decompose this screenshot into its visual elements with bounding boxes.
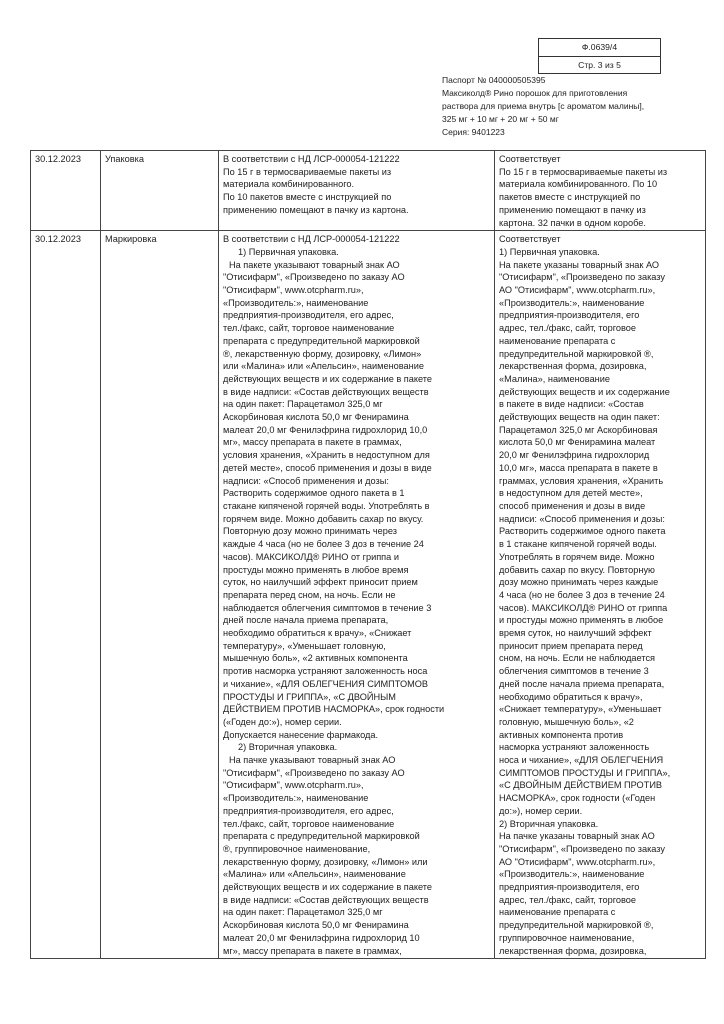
result-line: "Отисифарм", «Произведено по заказу: [499, 843, 665, 854]
requirement-line: Допускается нанесение фармакода.: [223, 729, 379, 740]
requirement-line: условия хранения, «Хранить в недоступном для: [223, 450, 430, 461]
result-line: и простуды можно применять в любое: [499, 615, 664, 626]
result-line: активных компонента против: [499, 729, 624, 740]
requirement-line: "Отисифарм", www.otcpharm.ru»,: [223, 285, 364, 296]
result-line: материала комбинированного. По 10: [499, 179, 658, 190]
requirement-line: тел./факс, сайт, торговое наименование: [223, 818, 395, 829]
result-line: часов). МАКСИКОЛД® РИНО от гриппа: [499, 602, 668, 613]
result-line: 1) Первичная упаковка.: [499, 246, 600, 257]
requirement-line: Повторную дозу можно принимать через: [223, 526, 397, 537]
requirement-line: ДЕЙСТВИЕМ ПРОТИВ НАСМОРКА», срок годности: [223, 704, 445, 715]
requirement-line: препарата с предупредительной маркировкой: [223, 335, 420, 346]
requirement-line: В соответствии с НД ЛСР-000054-121222: [223, 234, 400, 245]
result-line: 10,0 мг», масса препарата в пакете в: [499, 462, 658, 473]
requirement-line: против насморка устраняют заложенность носа: [223, 666, 428, 677]
result-line: Употреблять в горячем виде. Можно: [499, 551, 655, 562]
requirement-line: тел./факс, сайт, торговое наименование: [223, 323, 395, 334]
requirement-line: надписи: «Способ применения и дозы:: [223, 475, 389, 486]
requirement-line: По 15 г в термосвариваемые пакеты из: [223, 166, 392, 177]
requirement-cell: [219, 151, 495, 231]
result-line: дозу можно принимать через каждые: [499, 577, 659, 588]
result-line: носа и чихание», «ДЛЯ ОБЛЕГЧЕНИЯ: [499, 755, 664, 766]
result-line: Соответствует: [499, 234, 561, 245]
requirement-line: применению помещают в пачку из картона.: [223, 204, 409, 215]
result-line: адрес, тел./факс, сайт, торговое: [499, 894, 636, 905]
date-cell: 30.12.2023: [31, 231, 101, 959]
result-line: предупредительной маркировкой ®,: [499, 348, 654, 359]
requirement-line: часов). МАКСИКОЛД® РИНО от гриппа и: [223, 551, 399, 562]
page-number: Стр. 3 из 5: [539, 56, 660, 74]
requirement-line: необходимо обратиться к врачу», «Снижает: [223, 628, 412, 639]
requirement-line: препарата перед сном, на ночь. Если не: [223, 589, 396, 600]
requirement-line: «Малина» или «Апельсин», наименование: [223, 869, 406, 880]
form-code-box: [538, 38, 661, 74]
result-line: «Снижает температуру», «Уменьшает: [499, 704, 662, 715]
requirement-line: предприятия-производителя, его адрес,: [223, 310, 394, 321]
requirement-line: "Отисифарм", «Произведено по заказу АО: [223, 767, 405, 778]
requirement-line: дней после начала приема препарата,: [223, 615, 389, 626]
result-line: время суток, но наилучший эффект: [499, 628, 652, 639]
result-line: в пакете в виде надписи: «Состав: [499, 399, 644, 410]
requirement-line: на один пакет: Парацетамол 325,0 мг: [223, 399, 383, 410]
requirement-cell: [219, 231, 495, 959]
result-line: в недоступном для детей месте»,: [499, 488, 643, 499]
result-line: На пачке указаны товарный знак АО: [499, 831, 655, 842]
result-line: граммах, условия хранения, «Хранить: [499, 475, 664, 486]
result-line: Соответствует: [499, 154, 561, 164]
table-row: [31, 231, 706, 959]
result-line: По 15 г в термосвариваемые пакеты из: [499, 166, 668, 177]
indicator-cell: Маркировка: [101, 231, 219, 959]
requirement-line: каждые 4 часа (но не более 3 доз в течение 24: [223, 539, 424, 550]
requirement-line: На пакете указывают товарный знак АО: [229, 259, 400, 270]
requirement-line: горячем виде. Можно добавить сахар по вкусу.: [223, 513, 424, 524]
result-line: «Производитель:», наименование: [499, 869, 645, 880]
requirement-line: и чихание», «ДЛЯ ОБЛЕГЧЕНИЯ СИМПТОМОВ: [223, 678, 429, 689]
requirement-line: в виде надписи: «Состав действующих веществ: [223, 894, 429, 905]
requirement-line: предприятия-производителя, его адрес,: [223, 805, 394, 816]
result-line: НАСМОРКА», срок годности («Годен: [499, 793, 656, 804]
requirement-line: 1) Первичная упаковка.: [238, 246, 339, 257]
result-line: предприятия-производителя, его: [499, 882, 640, 893]
result-line: лекарственная форма, дозировка,: [499, 361, 647, 372]
requirement-line: препарата с предупредительной маркировкой: [223, 831, 420, 842]
result-cell: [495, 231, 706, 959]
requirement-line: ПРОСТУДЫ И ГРИППА», «С ДВОЙНЫМ: [223, 691, 396, 702]
requirement-line: мг», массу препарата в пакете в граммах,: [223, 945, 402, 956]
result-line: АО "Отисифарм", www.otcpharm.ru»,: [499, 856, 656, 867]
quality-table: [30, 150, 706, 959]
result-line: 2) Вторичная упаковка.: [499, 818, 599, 829]
result-line: насморка устраняют заложенность: [499, 742, 650, 753]
result-line: Растворить содержимое одного пакета: [499, 526, 666, 537]
result-line: «С ДВОЙНЫМ ДЕЙСТВИЕМ ПРОТИВ: [499, 780, 663, 791]
result-line: облегчения симптомов в течение 3: [499, 666, 649, 677]
result-line: картона. 32 пачки в одном коробе.: [499, 217, 646, 228]
requirement-line: лекарственную форму, дозировку, «Лимон» или: [223, 856, 428, 867]
requirement-line: малеат 20,0 мг Фенилэфрина гидрохлорид 10,0: [223, 424, 428, 435]
requirement-line: мышечную боль», «2 активных компонента: [223, 653, 408, 664]
requirement-line: «Производитель:», наименование: [223, 793, 369, 804]
result-line: АО "Отисифарм", www.otcpharm.ru»,: [499, 285, 656, 296]
requirement-line: в виде надписи: «Состав действующих веществ: [223, 386, 429, 397]
requirement-line: температуру», «Уменьшает головную,: [223, 640, 386, 651]
product-name: Максиколд® Рино порошок для приготовления: [442, 88, 628, 98]
result-line: наименование препарата с: [499, 335, 616, 346]
result-line: применению помещают в пачку из: [499, 204, 646, 215]
product-form: раствора для приема внутрь [с ароматом малины],: [442, 101, 645, 111]
product-dosage: 325 мг + 10 мг + 20 мг + 50 мг: [442, 114, 559, 124]
passport-info: [442, 74, 672, 139]
result-line: предприятия-производителя, его: [499, 310, 640, 321]
result-line: На пакете указаны товарный знак АО: [499, 259, 660, 270]
result-line: 4 часа (но не более 3 доз в течение 24: [499, 589, 665, 600]
requirement-line: «Производитель:», наименование: [223, 297, 369, 308]
requirement-line: "Отисифарм", «Произведено по заказу АО: [223, 272, 405, 283]
result-line: приносит прием препарата перед: [499, 640, 643, 651]
result-line: добавить сахар по вкусу. Повторную: [499, 564, 655, 575]
result-line: головную, мышечную боль», «2: [499, 716, 634, 727]
indicator-cell: Упаковка: [101, 151, 219, 231]
result-line: СИМПТОМОВ ПРОСТУДЫ И ГРИППА»,: [499, 767, 671, 778]
result-line: группировочное наименование,: [499, 932, 635, 943]
requirement-line: На пачке указывают товарный знак АО: [229, 755, 396, 766]
requirement-line: Аскорбиновая кислота 50,0 мг Фенирамина: [223, 412, 409, 423]
requirement-line: мг», массу препарата в пакете в граммах,: [223, 437, 402, 448]
result-line: кислота 50,0 мг Фенирамина малеат: [499, 437, 656, 448]
result-line: действующих веществ и их содержание: [499, 386, 670, 397]
requirement-line: стакане кипяченой горячей воды. Употреблять в: [223, 500, 430, 511]
result-line: наименование препарата с: [499, 907, 616, 918]
date-cell: 30.12.2023: [31, 151, 101, 231]
requirement-line: Растворить содержимое одного пакета в 1: [223, 488, 405, 499]
requirement-line: суток, но наилучший эффект приносит прием: [223, 577, 418, 588]
result-cell: [495, 151, 706, 231]
requirement-line: детей месте», способ применения и дозы в виде: [223, 462, 432, 473]
result-line: сном, на ночь. Если не наблюдается: [499, 653, 656, 664]
form-code: Ф.0639/4: [581, 42, 618, 52]
table-row: [31, 151, 706, 231]
requirement-line: («Годен до:»), номер серии.: [223, 716, 342, 727]
result-line: пакетов вместе с инструкцией по: [499, 192, 641, 203]
requirement-line: По 10 пакетов вместе с инструкцией по: [223, 192, 392, 203]
requirement-line: материала комбинированного.: [223, 179, 355, 190]
requirement-line: "Отисифарм", www.otcpharm.ru»,: [223, 780, 364, 791]
result-line: Парацетамол 325,0 мг Аскорбиновая: [499, 424, 658, 435]
result-line: предупредительной маркировкой ®,: [499, 920, 654, 931]
requirement-line: ®, группировочное наименование,: [223, 843, 371, 854]
result-line: необходимо обратиться к врачу»,: [499, 691, 643, 702]
result-line: способ применения и дозы в виде: [499, 500, 646, 511]
batch-number: Серия: 9401223: [442, 127, 505, 137]
result-line: 20,0 мг Фенилэфрина гидрохлорид: [499, 450, 650, 461]
requirement-line: или «Малина» или «Апельсин», наименование: [223, 361, 424, 372]
requirement-line: Аскорбиновая кислота 50,0 мг Фенирамина: [223, 920, 409, 931]
result-line: действующих веществ на один пакет:: [499, 412, 660, 423]
result-line: лекарственная форма, дозировка,: [499, 945, 647, 956]
result-line: надписи: «Способ применения и дозы:: [499, 513, 665, 524]
result-line: адрес, тел./факс, сайт, торговое: [499, 323, 636, 334]
requirement-line: В соответствии с НД ЛСР-000054-121222: [223, 154, 400, 164]
passport-number: Паспорт № 040000505395: [442, 75, 546, 85]
result-line: "Отисифарм", «Произведено по заказу: [499, 272, 665, 283]
requirement-line: на один пакет: Парацетамол 325,0 мг: [223, 907, 383, 918]
requirement-line: действующих веществ и их содержание в пакете: [223, 373, 433, 384]
result-line: «Малина», наименование: [499, 373, 610, 384]
requirement-line: простуды можно применять в любое время: [223, 564, 409, 575]
result-line: в 1 стакане кипяченой горячей воды.: [499, 539, 657, 550]
result-line: «Производитель:», наименование: [499, 297, 645, 308]
requirement-line: ®, лекарственную форму, дозировку, «Лимон»: [223, 348, 422, 359]
result-line: до:»), номер серии.: [499, 805, 583, 816]
requirement-line: действующих веществ и их содержание в пакете: [223, 882, 433, 893]
result-line: дней после начала приема препарата,: [499, 678, 665, 689]
requirement-line: малеат 20,0 мг Фенилэфрина гидрохлорид 10: [223, 932, 420, 943]
requirement-line: 2) Вторичная упаковка.: [238, 742, 338, 753]
requirement-line: наблюдается облегчения симптомов в течение 3: [223, 602, 432, 613]
